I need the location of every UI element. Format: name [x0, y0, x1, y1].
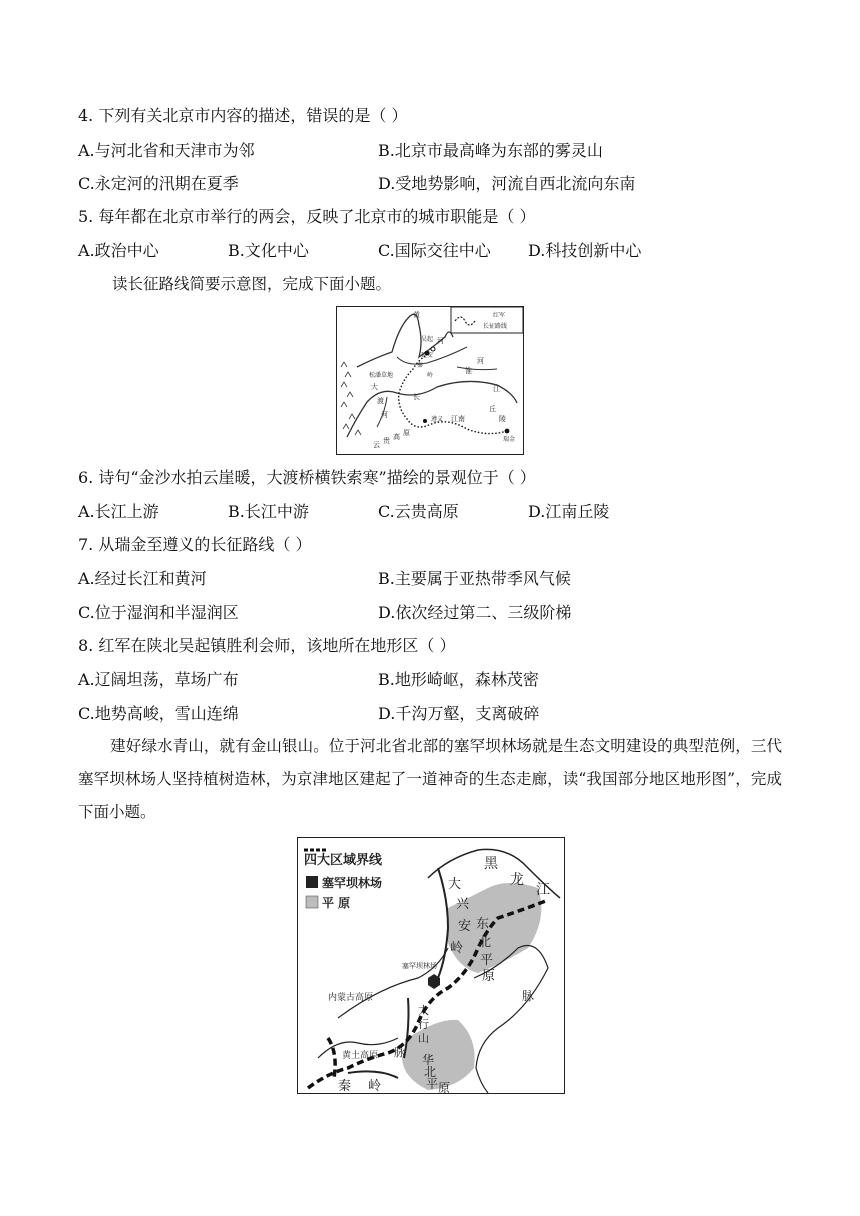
- map1-label-songpan: 松潘草地: [369, 372, 394, 379]
- map2-legend-border: 四大区域界线: [304, 853, 383, 868]
- map1-label-ruijin: 瑞金: [503, 436, 516, 443]
- question-8-stem: 8. 红军在陕北吴起镇胜利会师，该地所在地形区（ ）: [78, 636, 456, 655]
- map2-legend-plain-icon: [306, 896, 318, 908]
- map2-label-ping: 平: [480, 953, 494, 968]
- question-6-option-a[interactable]: A.长江上游: [78, 502, 159, 521]
- question-8-option-a[interactable]: A.辽阔坦荡，草场广布: [78, 670, 239, 689]
- map1-zunyi-dot: [423, 419, 427, 423]
- question-8-option-c[interactable]: C.地势高峻，雪山连绵: [78, 704, 239, 723]
- question-7-stem: 7. 从瑞金至遵义的长征路线（ ）: [78, 535, 312, 554]
- map1-label-huai: 淮: [465, 367, 472, 375]
- map2-legend-forest: 塞罕坝林场: [322, 876, 383, 890]
- question-4-option-b[interactable]: B.北京市最高峰为东部的雾灵山: [378, 141, 603, 160]
- map1-label-huang: 黄: [413, 311, 420, 319]
- map2-legend-plain: 平 原: [322, 896, 351, 910]
- map2-label-saihanba: 塞罕坝林场: [402, 962, 437, 970]
- map1-label-yuan: 原: [403, 429, 410, 437]
- map2-legend-forest-icon: [306, 876, 318, 888]
- map2-label-ling2: 岭: [368, 1079, 382, 1093]
- map2-label-neimeng: 内蒙古高原: [328, 993, 374, 1003]
- question-5-option-b[interactable]: B.文化中心: [228, 241, 309, 260]
- map2-label-ping2: 平: [426, 1077, 439, 1091]
- map1-label-wuqi: 吴起: [421, 336, 434, 343]
- map2-qinling-range: [348, 1071, 398, 1078]
- question-5-option-d[interactable]: D.科技创新中心: [528, 241, 642, 260]
- map1-label-jiangnan: 江南: [451, 415, 465, 423]
- intro-saihanba-text: 建好绿水青山，就有金山银山。位于河北省北部的塞罕坝林场就是生态文明建设的典型范例，三代塞罕坝林场人坚持植树造林，为京津地区建起了一道神奇的生态走廊，读“我国部分地区地形图”，完成下面小题。: [78, 737, 782, 821]
- question-7-option-b[interactable]: B.主要属于亚热带季风气候: [378, 569, 571, 588]
- map2-label-an: 安: [458, 919, 472, 934]
- map1-label-gui: 贵: [383, 437, 390, 445]
- map2-label-bei: 北: [478, 935, 492, 950]
- question-4-option-c[interactable]: C.永定河的汛期在夏季: [78, 174, 239, 193]
- map1-label-du: 渡: [377, 397, 384, 405]
- question-4-option-a[interactable]: A.与河北省和天津市为邻: [78, 141, 255, 160]
- map2-label-da: 大: [448, 877, 462, 892]
- question-5-option-a[interactable]: A.政治中心: [78, 241, 159, 260]
- longmarch-map: [336, 306, 524, 455]
- map1-label-chang: 长: [413, 393, 420, 401]
- question-6-option-d[interactable]: D.江南丘陵: [528, 502, 610, 521]
- terrain-map: [297, 837, 565, 1094]
- question-4-option-d[interactable]: D.受地势影响，河流自西北流向东南: [378, 174, 636, 193]
- map1-yanan-dot: [431, 347, 435, 351]
- map2-label-xing: 兴: [456, 897, 470, 912]
- intro-longmarch: 读长征路线简要示意图，完成下面小题。: [112, 275, 392, 293]
- map1-label-he3: 河: [381, 411, 388, 419]
- map1-legend-line2: 长征路线: [483, 323, 508, 330]
- map1-label-zunyi: 遵义: [431, 416, 444, 423]
- question-8-option-d[interactable]: D.千沟万壑，支离破碎: [378, 704, 540, 723]
- map2-label-huangtu: 黄土高原: [342, 1051, 379, 1061]
- map1-mountain-marks: [341, 362, 361, 435]
- map2-label-mai: 脉: [522, 989, 535, 1003]
- map1-label-ling2: 陵: [499, 415, 506, 423]
- question-5-option-c[interactable]: C.国际交往中心: [378, 241, 491, 260]
- map1-label-jiang: 江: [493, 385, 500, 393]
- map2-label-bei2: 北: [424, 1065, 437, 1079]
- map2-label-qin: 秦: [338, 1079, 352, 1093]
- map2-label-mai2: 脉: [394, 1046, 405, 1059]
- map2-label-hua: 华: [422, 1053, 435, 1067]
- question-7-option-d[interactable]: D.依次经过第二、三级阶梯: [378, 603, 572, 622]
- map1-label-qin: 秦: [417, 362, 424, 369]
- map2-label-ling: 岭: [450, 941, 464, 956]
- question-6-option-b[interactable]: B.长江中游: [228, 502, 309, 521]
- map2-label-yuan: 原: [482, 969, 496, 984]
- map1-legend-line1: 红军: [493, 312, 506, 319]
- map2-label-shan: 山: [418, 1032, 429, 1045]
- map1-label-da: 大: [371, 383, 378, 391]
- map2-label-yuan2: 原: [438, 1081, 451, 1093]
- question-8-option-b[interactable]: B.地形崎岖，森林茂密: [378, 670, 539, 689]
- question-7-option-c[interactable]: C.位于湿润和半湿润区: [78, 603, 239, 622]
- question-6-option-c[interactable]: C.云贵高原: [378, 502, 459, 521]
- map1-label-ling: 岭: [427, 372, 434, 379]
- map2-label-hei: 黑: [484, 856, 498, 872]
- map1-ruijin-dot: [505, 429, 510, 434]
- map2-label-hang: 行: [418, 1018, 429, 1031]
- question-7-option-a[interactable]: A.经过长江和黄河: [78, 569, 207, 588]
- map2-label-long: 龙: [510, 872, 524, 888]
- map1-label-yanan: 延安: [421, 352, 434, 359]
- map1-label-yun: 云: [373, 441, 380, 449]
- map1-label-he1: 河: [437, 337, 444, 345]
- map2-label-dong: 东: [476, 917, 490, 932]
- map1-label-qiu: 丘: [489, 405, 496, 413]
- intro-saihanba-paragraph: [78, 730, 782, 829]
- question-5-stem: 5. 每年都在北京市举行的两会，反映了北京市的城市职能是（ ）: [78, 207, 536, 226]
- map2-label-jiang: 江: [536, 882, 550, 898]
- map1-label-he2: 河: [477, 357, 484, 365]
- map2-label-taihang: 太: [418, 1004, 429, 1017]
- map1-label-gao: 高: [393, 433, 400, 441]
- question-6-stem: 6. 诗句“金沙水拍云崖暖，大渡桥横铁索寒”描绘的景观位于（ ）: [78, 468, 536, 487]
- map1-huai-river: [457, 367, 497, 370]
- question-4-stem: 4. 下列有关北京市内容的描述，错误的是（ ）: [78, 106, 408, 125]
